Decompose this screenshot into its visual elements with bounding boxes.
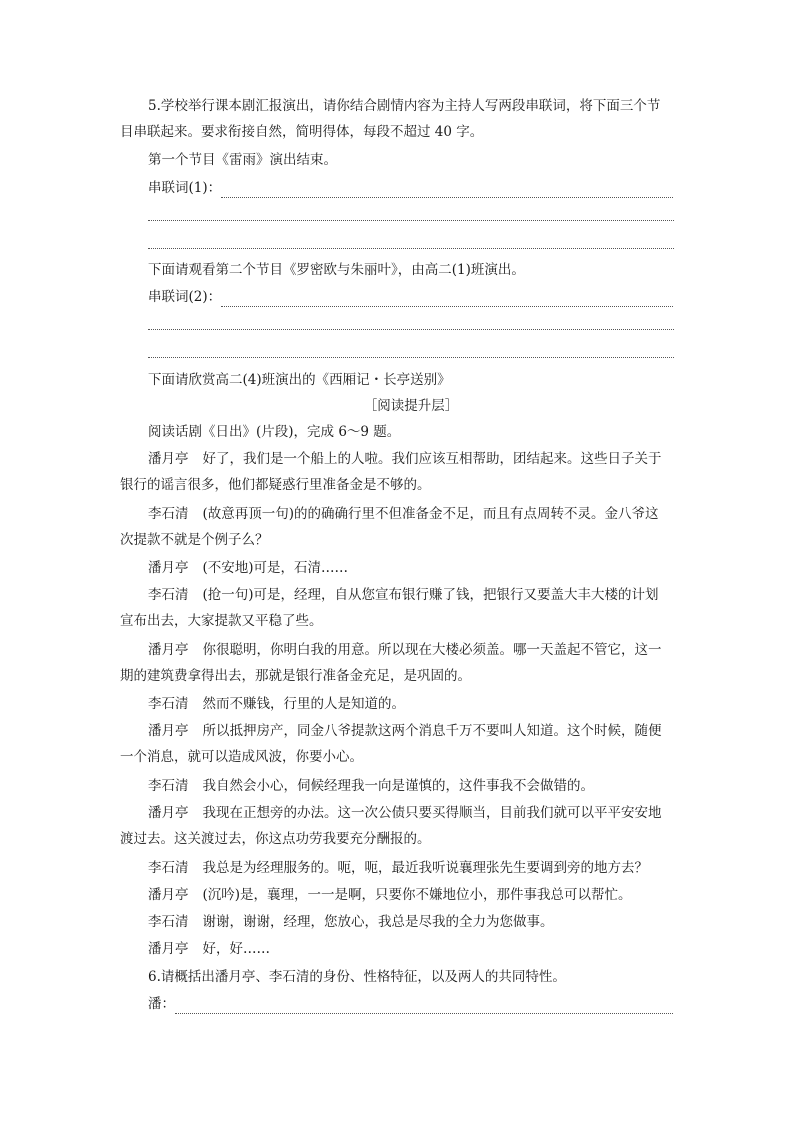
dialogue-line: [148, 912, 678, 932]
speaker: 李石清: [148, 860, 189, 876]
dialogue-line: [148, 504, 678, 524]
answer-row-1b: [148, 206, 674, 221]
answer-label-2: 串联词(2)：: [148, 289, 222, 305]
speech: (沉吟)是，襄理，一一是啊，只要你不嫌地位小，那件事我总可以帮忙。: [202, 887, 632, 903]
speech: 我现在正想旁的办法。这一次公债只要买得顺当，目前我们就可以平平安安地: [202, 805, 662, 821]
answer-line[interactable]: [148, 315, 674, 330]
speaker: 李石清: [148, 696, 189, 712]
dialogue-cont: 银行的谣言很多，他们都疑惑行里准备金是不够的。: [120, 477, 431, 493]
speech: 所以抵押房产，同金八爷提款这两个消息千万不要叫人知道。这个时候，随便: [202, 723, 662, 739]
dialogue-cont: 期的建筑费拿得出去，那就是银行准备金充足，是巩固的。: [120, 668, 471, 684]
dialogue-line: [148, 694, 678, 714]
speech: (故意再顶一句)的的确确行里不但准备金不足，而且有点周转不灵。金八爷这: [202, 506, 659, 522]
speaker: 李石清: [148, 914, 189, 930]
speech: 谢谢，谢谢，经理，您放心，我总是尽我的全力为您做事。: [202, 914, 554, 930]
answer-row-1c: [148, 234, 674, 249]
speaker: 潘月亭: [148, 941, 189, 957]
dialogue-line: [148, 449, 678, 469]
speech: 好，好……: [202, 941, 270, 957]
answer-row-2b: [148, 315, 674, 330]
answer-line[interactable]: [148, 234, 674, 249]
speech: 我总是为经理服务的。呃，呃，最近我听说襄理张先生要调到旁的地方去？: [202, 860, 648, 876]
speaker: 李石清: [148, 778, 189, 794]
dialogue-line: [148, 939, 678, 959]
dialogue-line: [148, 640, 678, 660]
speaker: 潘月亭: [148, 642, 189, 658]
answer-line[interactable]: [221, 183, 673, 198]
speaker: 潘月亭: [148, 805, 189, 821]
speech: 我自然会小心，伺候经理我一向是谨慎的，这件事我不会做错的。: [202, 778, 594, 794]
answer-row-1a: [148, 178, 673, 198]
answer-line[interactable]: [148, 343, 674, 358]
dialogue-line: [148, 558, 678, 578]
answer-label-1: 串联词(1)：: [148, 180, 222, 196]
answer-line[interactable]: [148, 206, 674, 221]
answer-line[interactable]: [175, 999, 673, 1014]
speech: 好了，我们是一个船上的人啦。我们应该互相帮助，团结起来。这些日子关于: [202, 451, 662, 467]
dialogue-cont: 一个消息，就可以造成风波，你要小心。: [120, 749, 363, 765]
speech: (抢一句)可是，经理，自从您宣布银行赚了钱，把银行又要盖大丰大楼的计划: [202, 587, 659, 603]
answer-row-q6: [148, 994, 673, 1014]
q5-line2: 目串联起来。要求衔接自然，简明得体，每段不超过 40 字。: [120, 124, 484, 140]
answer-row-2c: [148, 343, 674, 358]
speaker: 李石清: [148, 506, 189, 522]
q6-question: 6.请概括出潘月亭、李石清的身份、性格特征，以及两人的共同特性。: [148, 969, 566, 985]
answer-label-q6: 潘：: [148, 996, 175, 1012]
dialogue-line: [148, 885, 678, 905]
reading-intro: 阅读话剧《日出》(片段)，完成 6～9 题。: [148, 424, 401, 440]
dialogue-cont: 渡过去。这关渡过去，你这点功劳我要充分酬报的。: [120, 831, 431, 847]
dialogue-line: [148, 585, 678, 605]
dialogue-line: [148, 858, 678, 878]
speaker: 李石清: [148, 587, 189, 603]
speech: 然而不赚钱，行里的人是知道的。: [202, 696, 405, 712]
speech: 你很聪明，你明白我的用意。所以现在大楼必须盖。哪一天盖起不管它，这一: [202, 642, 662, 658]
answer-line[interactable]: [221, 292, 673, 307]
speaker: 潘月亭: [148, 723, 189, 739]
dialogue-line: [148, 721, 678, 741]
speaker: 潘月亭: [148, 887, 189, 903]
dialogue-cont: 宣布出去，大家提款又平稳了些。: [120, 613, 323, 629]
speech: (不安地)可是，石清……: [202, 560, 349, 576]
section-title: ［阅读提升层］: [363, 398, 459, 414]
q5-intro1: 第一个节目《雷雨》演出结束。: [148, 152, 337, 168]
speaker: 潘月亭: [148, 560, 189, 576]
q5-closing: 下面请欣赏高二(4)班演出的《西厢记・长亭送别》: [148, 372, 451, 388]
q5-intro2: 下面请观看第二个节目《罗密欧与朱丽叶》，由高二(1)班演出。: [148, 262, 525, 278]
answer-row-2a: [148, 287, 673, 307]
dialogue-line: [148, 776, 678, 796]
speaker: 潘月亭: [148, 451, 189, 467]
q5-line1: 5.学校举行课本剧汇报演出，请你结合剧情内容为主持人写两段串联词，将下面三个节: [148, 98, 661, 114]
dialogue-line: [148, 803, 678, 823]
dialogue-cont: 次提款不就是个例子么？: [120, 532, 269, 548]
